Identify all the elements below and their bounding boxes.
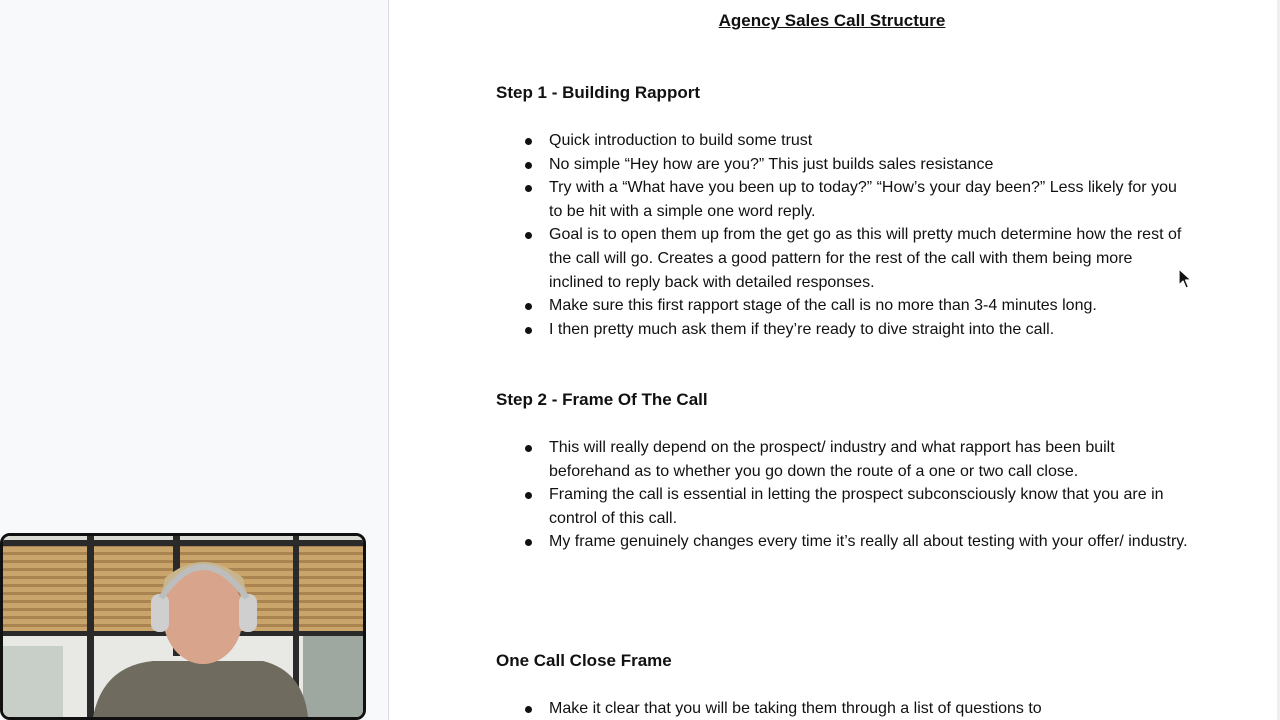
list-item: Goal is to open them up from the get go as this will pretty much determine how the rest of the call will go. Creates a good pattern for the rest of the call with them being more inclined to reply back with detailed responses. (549, 223, 1189, 294)
list-item: I then pretty much ask them if they’re ready to dive straight into the call. (549, 318, 1189, 342)
list-item: My frame genuinely changes every time it’s really all about testing with your offer/ industry. (549, 530, 1189, 554)
section-heading-step-2: Step 2 - Frame Of The Call (496, 390, 708, 409)
list-item: Framing the call is essential in letting the prospect subconsciously know that you are in control of this call. (549, 483, 1189, 530)
list-item: Make it clear that you will be taking them through a list of questions to (549, 697, 1189, 720)
list-item: This will really depend on the prospect/ industry and what rapport has been built beforehand as to whether you go down the route of a one or two call close. (549, 436, 1189, 483)
document-title: Agency Sales Call Structure (718, 11, 946, 30)
section-heading-one-call-close: One Call Close Frame (496, 651, 672, 670)
document-page[interactable] (389, 0, 1277, 720)
section-heading-step-1: Step 1 - Building Rapport (496, 83, 700, 102)
webcam-feed-image (3, 536, 363, 717)
list-item: No simple “Hey how are you?” This just builds sales resistance (549, 153, 1189, 177)
list-item: Quick introduction to build some trust (549, 129, 1189, 153)
list-item: Try with a “What have you been up to today?” “How’s your day been?” Less likely for you to be hit with a simple one word reply. (549, 176, 1189, 223)
webcam-overlay (0, 533, 366, 720)
bullet-list-step-1 (549, 129, 1189, 341)
mouse-pointer-icon (1178, 268, 1192, 290)
list-item: Make sure this first rapport stage of the call is no more than 3-4 minutes long. (549, 294, 1189, 318)
bullet-list-one-call-close (549, 697, 1189, 720)
bullet-list-step-2 (549, 436, 1189, 554)
